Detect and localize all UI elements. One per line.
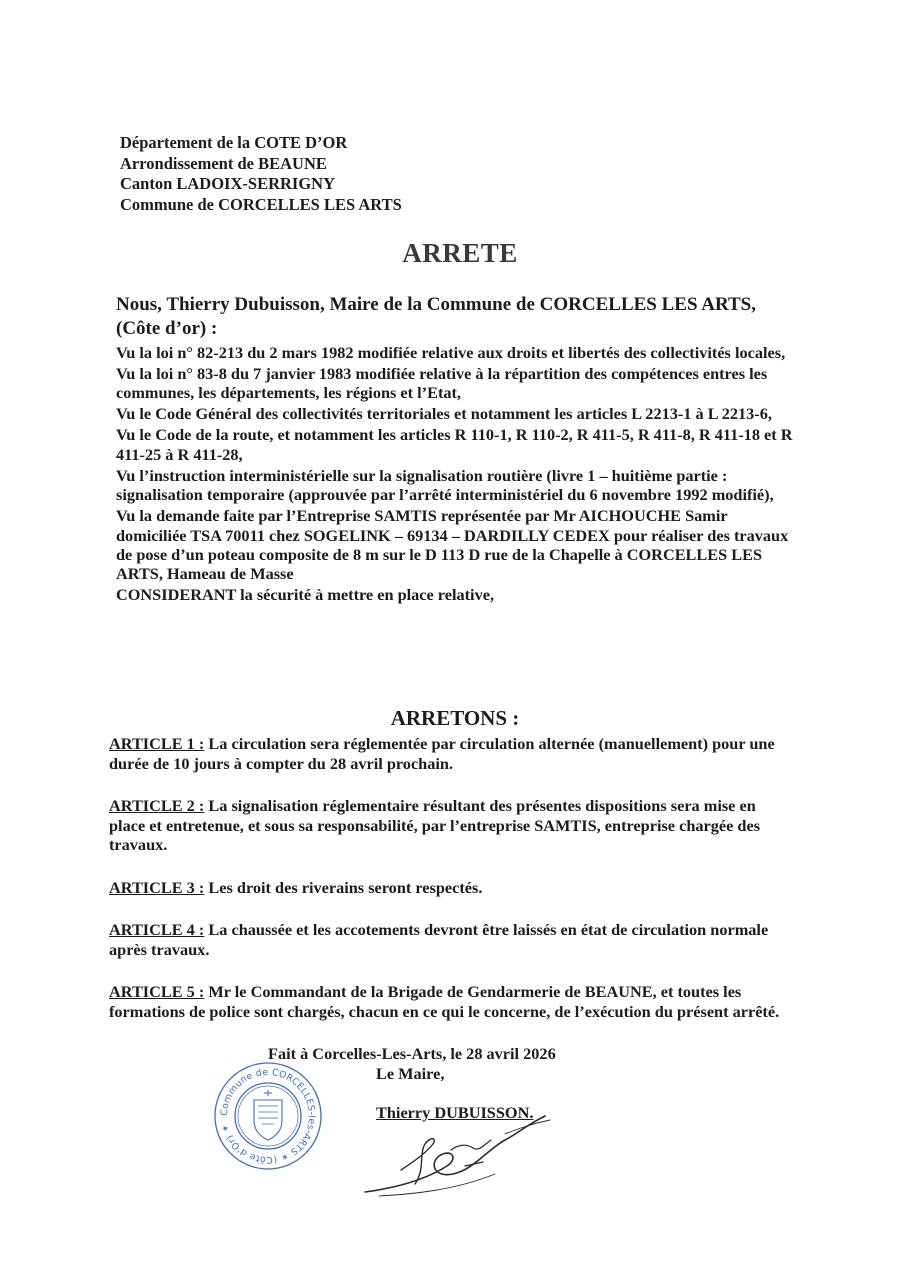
article-3-text: Les droit des riverains seront respectés. — [204, 877, 483, 897]
article-2 — [109, 796, 789, 855]
header-arrondissement: Arrondissement de BEAUNE — [120, 153, 327, 173]
article-3-label: ARTICLE 3 : — [109, 877, 205, 897]
article-1-label: ARTICLE 1 : — [109, 734, 205, 753]
articles-list — [109, 734, 789, 1044]
preamble-paragraph-loi-82: Vu la loi n° 82-213 du 2 mars 1982 modifiée relative aux droits et libertés des collectivités locales, — [116, 343, 786, 362]
preamble-paragraph-code-route: Vu le Code de la route, et notamment les articles R 110-1, R 110-2, R 411-5, R 411-8, R 411-18 et R 411-25 à R 411-28, — [116, 425, 793, 464]
preamble-paragraph-demande: Vu la demande faite par l’Entreprise SAMTIS représentée par Mr AICHOUCHE Samir domiciliée TSA 70011 chez SOGELINK – 69134 – DARDILLY CEDEX pour réaliser des travaux de pose d’un poteau composite de 8 m sur le D 113 D rue de la Chapelle à CORCELLES LES ARTS, Hameau de Masse — [116, 506, 789, 584]
signature-name: Thierry DUBUISSON. — [376, 1103, 534, 1122]
preamble-paragraph-loi-83: Vu la loi n° 83-8 du 7 janvier 1983 modifiée relative à la répartition des compétences entres les communes, les départements, les régions et l’Etat, — [116, 364, 768, 403]
article-2-label: ARTICLE 2 : — [109, 796, 205, 815]
preamble-paragraph-instruction: Vu l’instruction interministérielle sur la signalisation routière (livre 1 – huitième partie : signalisation temporaire (approuvée par l’arrêté interministériel du 6 novembre 1992 modifié), — [116, 465, 774, 505]
stamp-ring-text: Commune de CORCELLES-les-ARTS ✶ (Côte d'Or) ✶ — [218, 1066, 318, 1166]
header-commune: Commune de CORCELLES LES ARTS — [120, 194, 402, 214]
article-5-label: ARTICLE 5 : — [109, 982, 205, 1001]
article-4-label: ARTICLE 4 : — [109, 920, 205, 939]
administrative-header — [120, 133, 402, 215]
header-canton: Canton LADOIX-SERRIGNY — [120, 174, 335, 193]
article-5-text: Mr le Commandant de la Brigade de Gendarmerie de BEAUNE, et toutes les formations de police sont chargés, chacun en ce qui le concerne, de l’exécution du présent arrêté. — [109, 982, 780, 1021]
mayor-signature-icon — [355, 1104, 555, 1204]
article-2-text: La signalisation réglementaire résultant des présentes dispositions sera mise en place et entretenue, et sous sa responsabilité, par l’entreprise SAMTIS, entreprise chargée des travaux. — [109, 796, 761, 854]
article-4-text: La chaussée et les accotements devront être laissés en état de circulation normale après travaux. — [109, 920, 769, 959]
signature-role: Le Maire, — [376, 1064, 445, 1083]
article-4 — [109, 920, 789, 959]
article-1-text: La circulation sera réglementée par circulation alternée (manuellement) pour une durée de 10 jours à compter du 28 avril prochain. — [109, 734, 775, 773]
article-5 — [109, 982, 789, 1021]
article-3 — [109, 878, 789, 898]
preamble-paragraph-considerant: CONSIDERANT la sécurité à mettre en place relative, — [116, 585, 495, 605]
header-department: Département de la COTE D’OR — [120, 133, 348, 152]
preamble — [116, 293, 796, 606]
document-title: ARRETE — [402, 238, 518, 268]
commune-stamp-icon — [212, 1060, 324, 1172]
signature-place-date: Fait à Corcelles-Les-Arts, le 28 avril 2026 — [268, 1044, 556, 1063]
preamble-intro: Nous, Thierry Dubuisson, Maire de la Commune de CORCELLES LES ARTS, (Côte d’or) : — [116, 294, 756, 339]
arretons-heading: ARRETONS : — [390, 706, 520, 730]
article-1 — [109, 734, 789, 773]
svg-text:Commune de CORCELLES-les-ARTS — [219, 1067, 317, 1165]
preamble-paragraph-cgct: Vu le Code Général des collectivités territoriales et notamment les articles L 2213-1 à L 2213-6, — [116, 404, 772, 424]
